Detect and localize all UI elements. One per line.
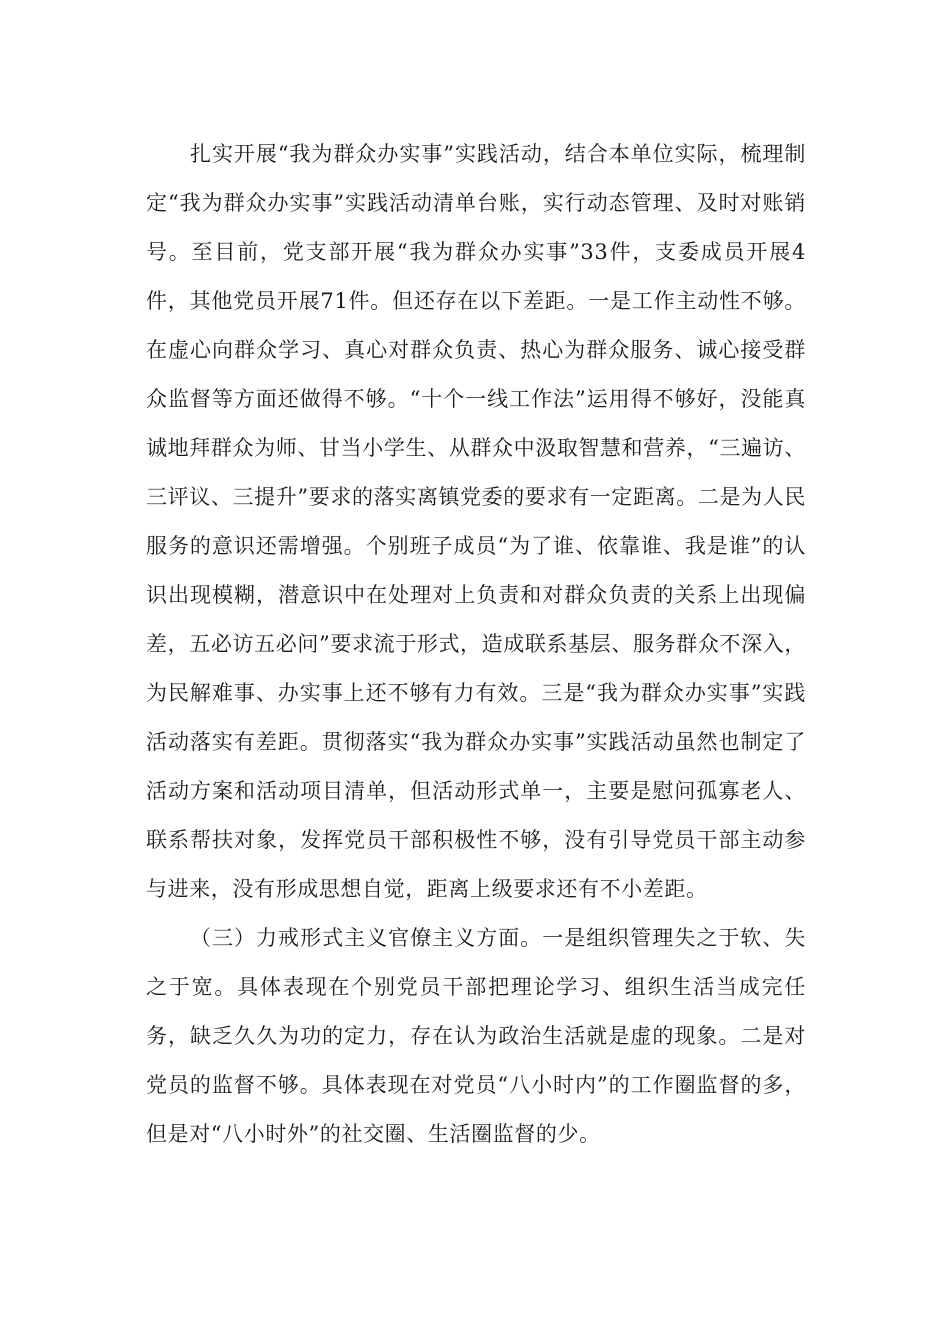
document-body bbox=[146, 130, 806, 1159]
paragraph-practice-activities: 扎实开展“我为群众办实事”实践活动，结合本单位实际，梳理制定“我为群众办实事”实践活动清单台账，实行动态管理、及时对账销号。至目前，党支部开展“我为群众办实事”33件，支委成员开展4件，其他党员开展71件。但还存在以下差距。一是工作主动性不够。在虚心向群众学习、真心对群众负责、热心为群众服务、诚心接受群众监督等方面还做得不够。“十个一线工作法”运用得不够好，没能真诚地拜群众为师、甘当小学生、从群众中汲取智慧和营养，“三遍访、三评议、三提升”要求的落实离镇党委的要求有一定距离。二是为人民服务的意识还需增强。个别班子成员“为了谁、依靠谁、我是谁”的认识出现模糊，潜意识中在处理对上负责和对群众负责的关系上出现偏差，五必访五必问”要求流于形式，造成联系基层、服务群众不深入，为民解难事、办实事上还不够有力有效。三是“我为群众办实事”实践活动落实有差距。贯彻落实“我为群众办实事”实践活动虽然也制定了活动方案和活动项目清单，但活动形式单一，主要是慰问孤寡老人、联系帮扶对象，发挥党员干部积极性不够，没有引导党员干部主动参与进来，没有形成思想自觉，距离上级要求还有不小差距。 bbox=[146, 142, 806, 901]
paragraph-formalism-bureaucracy: （三）力戒形式主义官僚主义方面。一是组织管理失之于软、失之于宽。具体表现在个别党员干部把理论学习、组织生活当成完任务，缺乏久久为功的定力，存在认为政治生活就是虚的现象。二是对党员的监督不够。具体表现在对党员“八小时内”的工作圈监督的多，但是对“八小时外”的社交圈、生活圈监督的少。 bbox=[146, 926, 806, 1146]
